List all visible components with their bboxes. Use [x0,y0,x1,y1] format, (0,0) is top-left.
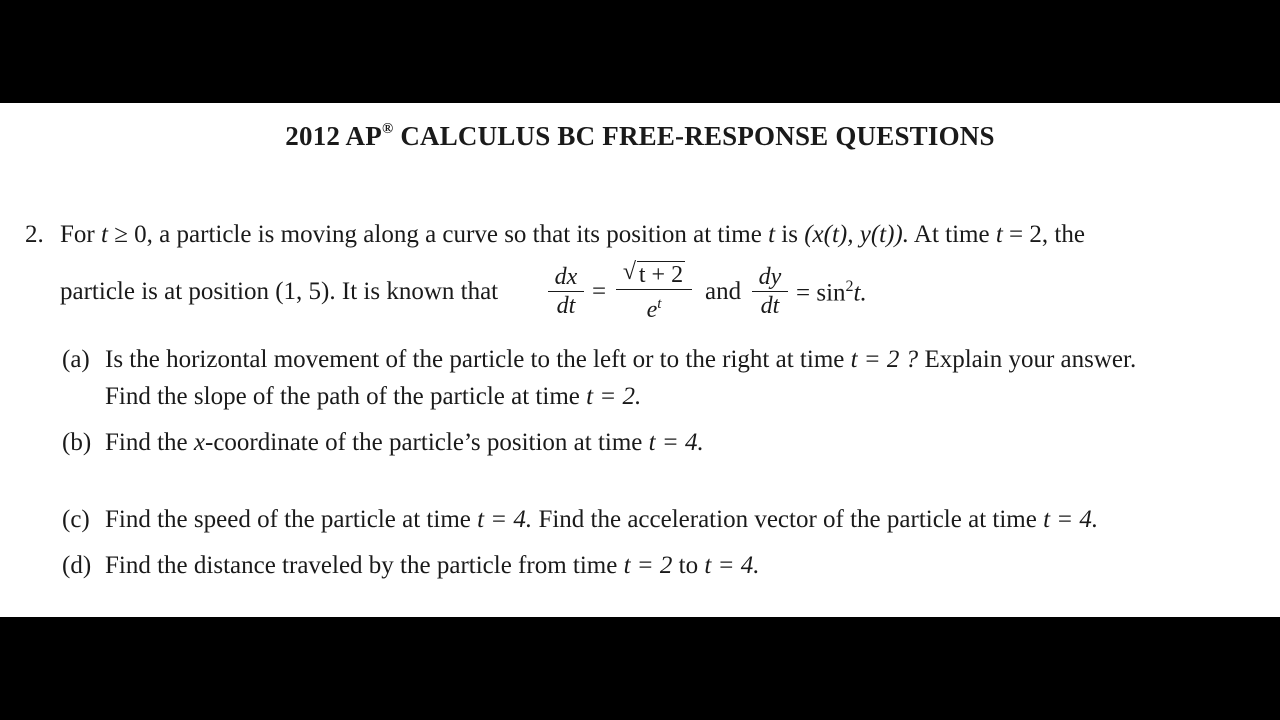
part-d-math-2: t = 4. [704,552,760,579]
dt-denominator-2: dt [760,293,780,319]
q-the: the [1054,221,1085,248]
part-d-label: (d) [62,552,92,579]
radical-sign: √ [622,259,637,285]
heading-year: 2012 AP [285,121,382,151]
q-point: (1, 5). [275,278,336,305]
sqrt-numerator [616,261,692,289]
part-a-math-2: t = 2. [586,383,642,410]
q-for: For [60,221,95,248]
question-line-1 [60,221,1085,249]
part-a-line-1 [105,346,1136,374]
q-geq0: ≥ 0, [114,221,153,248]
q-var-t: t [100,221,108,248]
part-d-to: to [678,552,699,579]
question-line-2 [60,278,498,306]
sin-arg: t. [853,279,867,307]
part-a-label: (a) [62,346,90,373]
q-line1-text: a particle is moving along a curve so that its position at time [159,221,762,248]
part-b-line [105,429,704,457]
part-b-var-x: x [193,429,206,456]
part-c-math: t = 4. [477,506,533,533]
q-known: It is known that [341,278,499,305]
part-a-math: t = 2 ? [850,346,919,373]
equals-sign-1: = [592,278,607,305]
exp-denominator [616,290,692,324]
part-b-label: (b) [62,429,92,456]
part-c-line [105,506,1098,534]
velocity-x-fraction [616,261,692,324]
q-var-t2: t [768,221,776,248]
sqrt-expression [623,261,685,289]
part-a-line-2 [105,383,641,411]
part-a-text-2: Find the slope of the path of the particle at time [105,383,580,410]
document-page [0,103,1280,617]
dt-denominator: dt [556,293,576,319]
sin-text: = sin [796,279,846,307]
dxdt-fraction [548,263,584,320]
part-c-text: Find the speed of the particle at time [105,506,471,533]
part-b-math: t = 4. [648,429,704,456]
part-b-text: Find the [105,429,188,456]
q-and: and [705,278,742,305]
page-heading [0,121,1280,152]
q-particle-at: particle is at position [60,278,269,305]
sqrt-argument: t + 2 [638,262,684,288]
part-d-text: Find the distance traveled by the particle from time [105,552,618,579]
dy-numerator: dy [758,264,782,290]
part-b-text-2: -coordinate of the particle’s position at time [205,429,643,456]
part-a-text: Is the horizontal movement of the particle to the left or to the right at time [105,346,845,373]
sin-exponent: 2 [845,278,854,295]
dx-numerator: dx [554,264,578,290]
e-exponent: t [657,296,662,312]
q-is: is [781,221,798,248]
part-d-line [105,552,759,580]
part-c-label: (c) [62,506,90,533]
q-position: (x(t), y(t)). [804,221,910,248]
dydt-rhs [796,278,867,307]
question-number: 2. [25,221,44,248]
e-base: e [646,297,658,323]
q-eq2: = 2, [1009,221,1049,248]
part-c-text-2: Find the acceleration vector of the particle at time [538,506,1037,533]
dydt-fraction [752,263,788,320]
registered-mark: ® [381,121,394,137]
part-d-math: t = 2 [623,552,673,579]
q-var-t3: t [995,221,1003,248]
heading-title: CALCULUS BC FREE-RESPONSE QUESTIONS [400,121,995,151]
part-a-explain: Explain your answer. [924,346,1137,373]
part-c-math-2: t = 4. [1043,506,1099,533]
q-at-time: At time [913,221,990,248]
